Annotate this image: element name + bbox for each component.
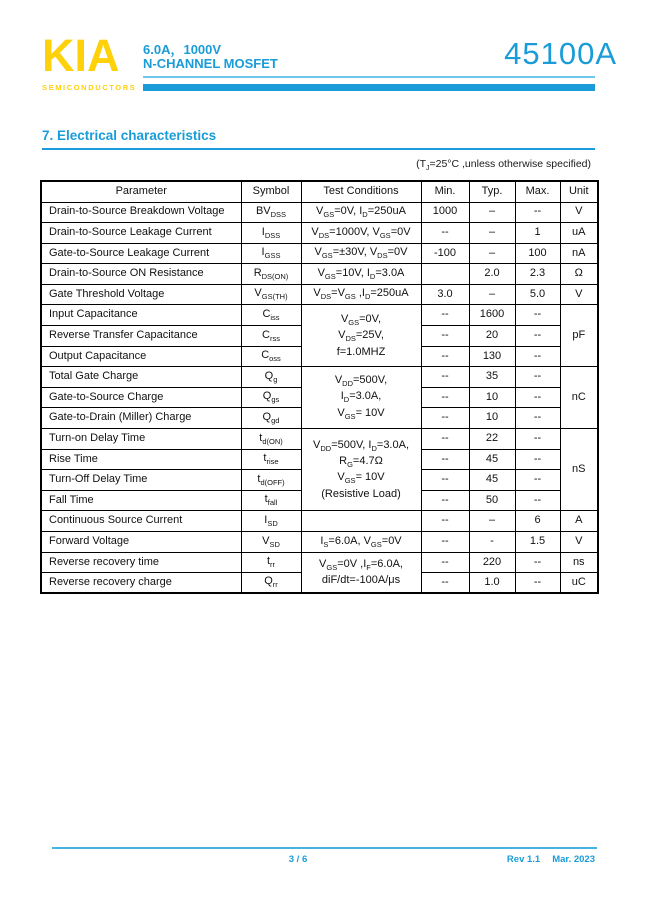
cond-cell: $I_S=6.0A$, $V_{GS}=0V$ bbox=[301, 532, 421, 553]
param-cell: Turn-Off Delay Time bbox=[41, 470, 241, 491]
param-cell: Gate-to-Drain (Miller) Charge bbox=[41, 408, 241, 429]
revision-label: Rev 1.1 bbox=[506, 854, 541, 865]
param-cell: Rise Time bbox=[41, 449, 241, 470]
max-cell: 100 bbox=[515, 243, 560, 264]
param-cell: Fall Time bbox=[41, 490, 241, 511]
typ-cell: 10 bbox=[469, 408, 515, 429]
cond-cell-gate-charge-group: $V_{DD}=500V$, $I_D=3.0A$, $V_{GS}= 10V$ bbox=[301, 367, 421, 429]
revision-date: Mar. 2023 bbox=[552, 854, 595, 865]
symbol-cell: $Q_{gs}$ bbox=[241, 387, 301, 408]
section-title-underline bbox=[42, 148, 595, 150]
cond-cell: $V_{DS}=V_{GS}$ $,I_D=250uA$ bbox=[301, 284, 421, 305]
typ-cell: 45 bbox=[469, 470, 515, 491]
symbol-cell: $t_{d(ON)}$ bbox=[241, 429, 301, 450]
symbol-cell: $V_{GS(TH)}$ bbox=[241, 284, 301, 305]
min-cell: -- bbox=[421, 305, 469, 326]
section-title: 7. Electrical characteristics bbox=[42, 128, 217, 143]
page-number: 3 / 6 bbox=[288, 854, 308, 865]
cond-cell: $V_{GS}=10V$, $I_D=3.0A$ bbox=[301, 264, 421, 285]
unit-cell: V bbox=[560, 284, 598, 305]
typ-cell: - bbox=[469, 532, 515, 553]
table-row bbox=[41, 264, 598, 285]
min-cell bbox=[421, 264, 469, 285]
max-cell: -- bbox=[515, 408, 560, 429]
max-cell: 6 bbox=[515, 511, 560, 532]
cond-cell-reverse-recovery-group: $V_{GS}=0V$ $,I_F=6.0A$, diF/dt=-100A/μs bbox=[301, 552, 421, 593]
symbol-cell: $t_{fall}$ bbox=[241, 490, 301, 511]
param-cell: Drain-to-Source ON Resistance bbox=[41, 264, 241, 285]
header-thick-rule bbox=[143, 84, 595, 91]
symbol-cell: $t_{d(OFF)}$ bbox=[241, 470, 301, 491]
col-header-symbol: Symbol bbox=[241, 181, 301, 202]
symbol-cell: $Q_g$ bbox=[241, 367, 301, 388]
table-row bbox=[41, 552, 598, 573]
min-cell: -- bbox=[421, 223, 469, 244]
table-row bbox=[41, 532, 598, 553]
symbol-cell: $I_{DSS}$ bbox=[241, 223, 301, 244]
max-cell: 1.5 bbox=[515, 532, 560, 553]
device-type: N-CHANNEL MOSFET bbox=[143, 56, 278, 71]
symbol-cell: $C_{iss}$ bbox=[241, 305, 301, 326]
typ-cell: – bbox=[469, 223, 515, 244]
param-cell: Drain-to-Source Breakdown Voltage bbox=[41, 202, 241, 223]
table-row bbox=[41, 284, 598, 305]
cond-cell: $V_{DS}=1000V$, $V_{GS}=0V$ bbox=[301, 223, 421, 244]
min-cell: 1000 bbox=[421, 202, 469, 223]
min-cell: -- bbox=[421, 573, 469, 594]
cond-cell-switching-group: $V_{DD}=500V$, $I_D=3.0A$, $R_G=4.7\Omega$ $V_{GS}= 10V$ (Resistive Load) bbox=[301, 429, 421, 511]
min-cell: -- bbox=[421, 387, 469, 408]
symbol-cell: $t_{rise}$ bbox=[241, 449, 301, 470]
min-cell: -- bbox=[421, 449, 469, 470]
cond-cell: $V_{GS}=0V$, $I_D=250uA$ bbox=[301, 202, 421, 223]
typ-cell: 2.0 bbox=[469, 264, 515, 285]
max-cell: -- bbox=[515, 387, 560, 408]
table-row bbox=[41, 511, 598, 532]
symbol-cell: $t_{rr}$ bbox=[241, 552, 301, 573]
typ-cell: – bbox=[469, 284, 515, 305]
typ-cell: – bbox=[469, 202, 515, 223]
min-cell: -- bbox=[421, 408, 469, 429]
col-header-min: Min. bbox=[421, 181, 469, 202]
col-header-test-conditions: Test Conditions bbox=[301, 181, 421, 202]
max-cell: -- bbox=[515, 429, 560, 450]
col-header-typ: Typ. bbox=[469, 181, 515, 202]
max-cell: 2.3 bbox=[515, 264, 560, 285]
header-thin-rule bbox=[143, 76, 595, 78]
min-cell: -- bbox=[421, 532, 469, 553]
cond-cell: $V_{GS}=\pm 30V$, $V_{DS}=0V$ bbox=[301, 243, 421, 264]
typ-cell: 45 bbox=[469, 449, 515, 470]
cond-cell-capacitance-group: $V_{GS}=0V$, $V_{DS}=25V$, f=1.0MHZ bbox=[301, 305, 421, 367]
min-cell: -- bbox=[421, 326, 469, 347]
max-cell: -- bbox=[515, 490, 560, 511]
table-row bbox=[41, 429, 598, 450]
part-number: 45100A bbox=[504, 36, 617, 71]
revision-info bbox=[495, 854, 595, 865]
device-rating: 6.0A，1000V bbox=[143, 42, 222, 57]
max-cell: -- bbox=[515, 449, 560, 470]
min-cell: -- bbox=[421, 429, 469, 450]
col-header-unit: Unit bbox=[560, 181, 598, 202]
unit-cell: V bbox=[560, 532, 598, 553]
max-cell: -- bbox=[515, 470, 560, 491]
cond-cell bbox=[301, 511, 421, 532]
param-cell: Output Capacitance bbox=[41, 346, 241, 367]
param-cell: Reverse recovery charge bbox=[41, 573, 241, 594]
param-cell: Gate-to-Source Leakage Current bbox=[41, 243, 241, 264]
param-cell: Drain-to-Source Leakage Current bbox=[41, 223, 241, 244]
param-cell: Total Gate Charge bbox=[41, 367, 241, 388]
symbol-cell: $I_{GSS}$ bbox=[241, 243, 301, 264]
param-cell: Continuous Source Current bbox=[41, 511, 241, 532]
typ-cell: 1.0 bbox=[469, 573, 515, 594]
param-cell: Reverse Transfer Capacitance bbox=[41, 326, 241, 347]
max-cell: -- bbox=[515, 346, 560, 367]
unit-cell: uA bbox=[560, 223, 598, 244]
electrical-characteristics-table bbox=[40, 180, 599, 594]
symbol-cell: $C_{rss}$ bbox=[241, 326, 301, 347]
typ-cell: 50 bbox=[469, 490, 515, 511]
table-header-row bbox=[41, 181, 598, 202]
symbol-cell: $Q_{gd}$ bbox=[241, 408, 301, 429]
max-cell: -- bbox=[515, 326, 560, 347]
symbol-cell: $I_{SD}$ bbox=[241, 511, 301, 532]
unit-cell-gate-charge-group: nC bbox=[560, 367, 598, 429]
param-cell: Reverse recovery time bbox=[41, 552, 241, 573]
unit-cell: uC bbox=[560, 573, 598, 594]
max-cell: -- bbox=[515, 573, 560, 594]
typ-cell: 220 bbox=[469, 552, 515, 573]
table-row bbox=[41, 202, 598, 223]
col-header-max: Max. bbox=[515, 181, 560, 202]
max-cell: 5.0 bbox=[515, 284, 560, 305]
unit-cell-capacitance-group: pF bbox=[560, 305, 598, 367]
typ-cell: 1600 bbox=[469, 305, 515, 326]
unit-cell: Ω bbox=[560, 264, 598, 285]
min-cell: 3.0 bbox=[421, 284, 469, 305]
max-cell: -- bbox=[515, 367, 560, 388]
kia-logo: KIA bbox=[42, 30, 120, 81]
typ-cell: 22 bbox=[469, 429, 515, 450]
param-cell: Gate Threshold Voltage bbox=[41, 284, 241, 305]
param-cell: Input Capacitance bbox=[41, 305, 241, 326]
symbol-cell: $V_{SD}$ bbox=[241, 532, 301, 553]
typ-cell: 10 bbox=[469, 387, 515, 408]
typ-cell: – bbox=[469, 243, 515, 264]
unit-cell-switching-group: nS bbox=[560, 429, 598, 511]
table-row bbox=[41, 223, 598, 244]
typ-cell: 130 bbox=[469, 346, 515, 367]
param-cell: Turn-on Delay Time bbox=[41, 429, 241, 450]
unit-cell: ns bbox=[560, 552, 598, 573]
symbol-cell: $BV_{DSS}$ bbox=[241, 202, 301, 223]
symbol-cell: $C_{oss}$ bbox=[241, 346, 301, 367]
min-cell: -- bbox=[421, 367, 469, 388]
min-cell: -- bbox=[421, 346, 469, 367]
min-cell: -- bbox=[421, 552, 469, 573]
table-row bbox=[41, 367, 598, 388]
typ-cell: 35 bbox=[469, 367, 515, 388]
kia-logo-subtitle: SEMICONDUCTORS bbox=[42, 83, 137, 92]
table-row bbox=[41, 305, 598, 326]
footer-rule bbox=[52, 847, 597, 849]
typ-cell: – bbox=[469, 511, 515, 532]
typ-cell: 20 bbox=[469, 326, 515, 347]
min-cell: -- bbox=[421, 470, 469, 491]
max-cell: 1 bbox=[515, 223, 560, 244]
col-header-parameter: Parameter bbox=[41, 181, 241, 202]
test-condition-note: ($T_J=25^\circ C$ ,unless otherwise specified) bbox=[416, 158, 591, 173]
param-cell: Gate-to-Source Charge bbox=[41, 387, 241, 408]
unit-cell: A bbox=[560, 511, 598, 532]
symbol-cell: $R_{DS(ON)}$ bbox=[241, 264, 301, 285]
param-cell: Forward Voltage bbox=[41, 532, 241, 553]
min-cell: -- bbox=[421, 490, 469, 511]
unit-cell: nA bbox=[560, 243, 598, 264]
max-cell: -- bbox=[515, 305, 560, 326]
min-cell: -100 bbox=[421, 243, 469, 264]
min-cell: -- bbox=[421, 511, 469, 532]
table-row bbox=[41, 243, 598, 264]
max-cell: -- bbox=[515, 202, 560, 223]
max-cell: -- bbox=[515, 552, 560, 573]
symbol-cell: $Q_{rr}$ bbox=[241, 573, 301, 594]
unit-cell: V bbox=[560, 202, 598, 223]
